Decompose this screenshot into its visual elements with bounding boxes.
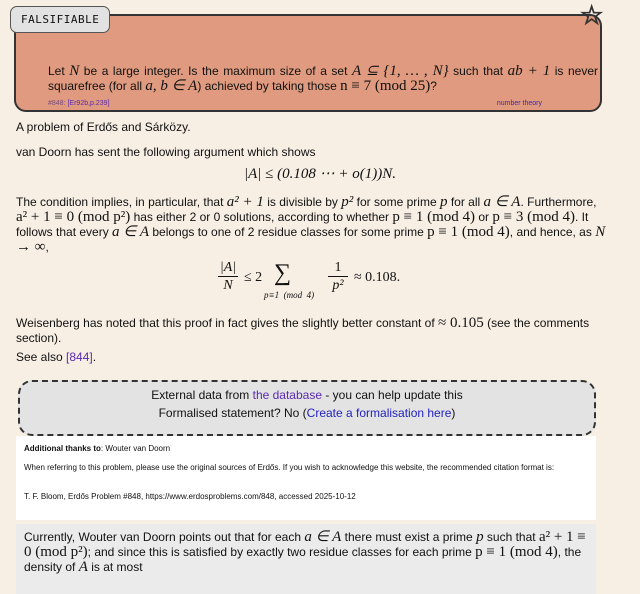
comment-box [16,524,596,594]
fraction-numerator: |A| [219,260,237,275]
star-icon[interactable]: ☆ [580,0,604,30]
math: a ∈ A [483,194,521,210]
citation-note: When referring to this problem, please use the original sources of Erdős. If you wish to acknowledge this website, the recommended citation format is: [24,463,555,472]
fraction-denominator: p² [332,278,344,293]
text: Formalised statement? No ( [158,406,307,420]
problem-844-link[interactable]: [844] [66,350,93,364]
formula-sum [218,258,418,308]
text: ) [451,406,456,420]
text: External data from [151,388,253,402]
text: (see the comments section). [16,316,590,345]
text: , [45,240,49,254]
text: be a large integer. Is the maximum size of a set [79,64,352,78]
math: p ≡ 3 (mod 4) [492,209,575,225]
fraction-denominator: N [223,278,233,293]
text: The condition implies, in particular, that [16,195,227,209]
text: ? [430,79,437,93]
create-formalisation-link[interactable]: Create a formalisation here [306,406,452,420]
math: a ∈ A [112,224,150,240]
text: or [475,210,493,224]
text: . It follows that every [16,210,589,239]
math: ≈ 0.105 [438,315,484,331]
sum-index: p≡1 (mod 4) [264,290,315,300]
text: See also [16,350,67,364]
text: ) achieved by taking those [197,79,341,93]
math: ab + 1 [507,63,551,79]
math: N [69,63,80,79]
math: p² [341,194,354,210]
thanks-label: Additional thanks to [24,444,101,453]
fraction-numerator: 1 [328,260,348,277]
text: is divisible by [263,195,342,209]
text: such that [483,530,539,544]
text: Weisenberg has noted that this proof in fact gives the slightly better constant of [16,316,439,330]
reference-link[interactable]: [Er92b,p.239] [67,100,110,107]
external-data-box [18,380,596,436]
math: p [476,529,484,545]
formula-bound: |A| ≤ (0.108 ⋯ + o(1))N. [244,166,396,182]
argument-paragraph [16,195,606,255]
math: a² + 1 ≡ 0 (mod p²) [24,529,586,560]
math: n ≡ 7 (mod 25) [340,78,431,94]
problem-number: #848: [48,100,66,107]
sum-symbol: ∑ [274,260,292,286]
math: ≤ 2 [244,270,263,285]
math: a² + 1 [226,194,264,210]
problem-statement [48,64,598,94]
text: is never squarefree (for all [48,64,599,93]
see-also [16,350,606,365]
thanks-box [16,436,596,520]
math: A [78,559,88,575]
text: . Furthermore, [520,195,597,209]
text: ; and since this is satisfied by exactly two residue classes for each prime [87,545,476,559]
weisenberg-text [16,316,606,346]
text: is at most [87,560,143,574]
math: p ≡ 1 (mod 4) [475,544,558,560]
text: , and hence, as [509,225,596,239]
text: such that [448,64,508,78]
text: there must exist a prime [341,530,477,544]
text: , the density of [24,545,582,574]
text: - you can help update this [322,388,463,402]
math: a, b ∈ A [145,78,198,94]
math: a² + 1 ≡ 0 (mod p²) [16,209,131,225]
text: Currently, Wouter van Doorn points out that for each [24,530,305,544]
math: p [439,194,448,210]
math: N → ∞ [16,224,606,255]
citation-text: T. F. Bloom, Erdős Problem #848, https://www.erdosproblems.com/848, accessed 2025-10-12 [24,492,356,501]
problem-reference [48,100,110,107]
topic-link[interactable]: number theory [496,100,542,107]
math: a ∈ A [304,529,342,545]
intro-text: A problem of Erdős and Sárközy. [16,120,191,134]
math: p ≡ 1 (mod 4) [392,209,476,225]
math: ≈ 0.108. [354,270,401,285]
database-link[interactable]: the database [252,388,323,402]
text: belongs to one of 2 residue classes for some prime [149,225,428,239]
status-tag: FALSIFIABLE [10,6,110,33]
argument-text: van Doorn has sent the following argument which shows [16,145,316,159]
text: . [92,350,97,364]
text: for some prime [353,195,440,209]
text: Let [48,64,70,78]
math: p ≡ 1 (mod 4) [427,224,510,240]
thanks-name: : Wouter van Doorn [100,444,171,453]
text: has either 2 or 0 solutions, according to whether [130,210,393,224]
text: for all [447,195,484,209]
math: A ⊆ {1, … , N} [351,63,449,79]
